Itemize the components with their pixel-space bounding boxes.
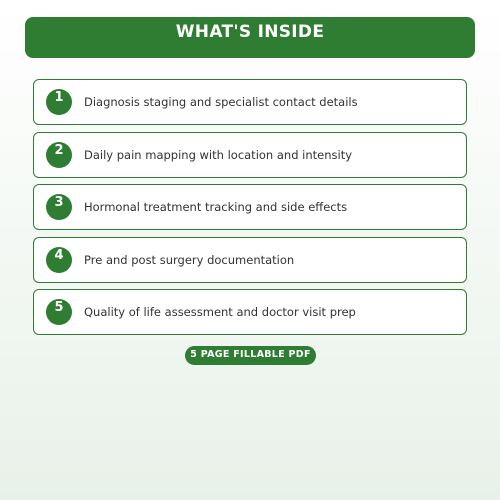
contents-list xyxy=(33,79,467,342)
header-banner xyxy=(25,17,475,58)
list-item xyxy=(33,289,467,335)
item-text: Quality of life assessment and doctor visit prep xyxy=(84,305,356,319)
list-item xyxy=(33,237,467,283)
item-number-badge: 4 xyxy=(46,247,72,273)
item-text: Pre and post surgery documentation xyxy=(84,252,295,267)
list-item xyxy=(33,79,467,125)
item-number-badge: 3 xyxy=(46,194,72,220)
page-title: WHAT'S INSIDE xyxy=(175,22,325,42)
item-text: Daily pain mapping with location and intensity xyxy=(84,147,353,162)
item-number-badge: 2 xyxy=(46,142,72,168)
list-item xyxy=(33,132,467,178)
item-number-badge: 5 xyxy=(46,299,72,325)
list-item xyxy=(33,184,467,230)
item-text: Diagnosis staging and specialist contact details xyxy=(84,95,358,109)
format-badge: 5 PAGE FILLABLE PDF xyxy=(185,346,316,365)
item-text: Hormonal treatment tracking and side effects xyxy=(84,200,348,214)
item-number-badge: 1 xyxy=(46,89,72,115)
